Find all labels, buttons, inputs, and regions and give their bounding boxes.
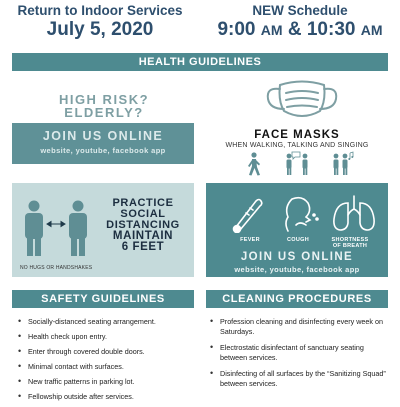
social-distancing-icon bbox=[20, 198, 92, 258]
join-online-title-2: JOIN US ONLINE bbox=[240, 251, 354, 263]
symptom-breath-line2: OF BREATH bbox=[332, 243, 368, 249]
return-heading: Return to Indoor Services bbox=[17, 3, 183, 18]
symptom-cough: COUGH bbox=[287, 237, 309, 243]
face-mask-icon bbox=[262, 77, 342, 121]
join-online-title: JOIN US ONLINE bbox=[42, 129, 164, 143]
social-distancing-text bbox=[98, 198, 188, 253]
symptom-fever: FEVER bbox=[240, 237, 260, 243]
cleaning-procedures-list bbox=[210, 317, 392, 395]
walking-person-icon bbox=[248, 152, 260, 175]
activity-icons bbox=[206, 150, 388, 178]
distancing-line2: SOCIAL bbox=[120, 208, 166, 220]
high-risk-line2: ELDERLY? bbox=[64, 105, 144, 120]
list-item: • Health check upon entry. bbox=[18, 332, 196, 342]
singing-people-icon bbox=[334, 152, 354, 175]
cleaning-procedures-title: CLEANING PROCEDURES bbox=[206, 290, 388, 308]
distancing-line1: PRACTICE bbox=[112, 197, 174, 209]
join-online-box-2 bbox=[206, 251, 388, 274]
list-item: • Fellowship outside after services. bbox=[18, 392, 196, 402]
join-online-channels-2: website, youtube, facebook app bbox=[234, 265, 360, 274]
lungs-icon bbox=[334, 196, 374, 230]
return-date: July 5, 2020 bbox=[46, 19, 154, 40]
symptom-shortness-of-breath bbox=[324, 237, 376, 249]
list-item: • Electrostatic disinfectant of sanctuary seating between services. bbox=[210, 343, 392, 362]
list-item: • New traffic patterns in parking lot. bbox=[18, 377, 196, 387]
thermometer-icon bbox=[234, 200, 262, 233]
symptom-labels bbox=[206, 237, 388, 251]
face-masks-title: FACE MASKS bbox=[254, 129, 340, 141]
join-online-box bbox=[12, 123, 194, 164]
health-guidelines-title: HEALTH GUIDELINES bbox=[12, 53, 388, 71]
time-second: 10:30 bbox=[306, 19, 356, 40]
list-item: • Enter through covered double doors. bbox=[18, 347, 196, 357]
time-second-ampm: AM bbox=[360, 22, 383, 38]
time-first-ampm: AM bbox=[260, 22, 283, 38]
symptom-breath-line1: SHORTNESS bbox=[331, 237, 369, 243]
distancing-line4: MAINTAIN bbox=[112, 230, 174, 242]
symptom-icons bbox=[226, 193, 376, 233]
join-online-channels: website, youtube, facebook app bbox=[40, 146, 166, 155]
list-item: • Profession cleaning and disinfecting every week on Saturdays. bbox=[210, 317, 392, 336]
no-hugs-note: NO HUGS OR HANDSHAKES bbox=[20, 265, 93, 271]
safety-guidelines-title: SAFETY GUIDELINES bbox=[12, 290, 194, 308]
list-item: • Minimal contact with surfaces. bbox=[18, 362, 196, 372]
distancing-line3: DISTANCING bbox=[106, 219, 180, 231]
distancing-line5: 6 FEET bbox=[121, 241, 165, 253]
time-separator: & bbox=[287, 19, 302, 40]
time-first: 9:00 bbox=[217, 19, 256, 40]
header-right bbox=[200, 0, 400, 41]
schedule-times bbox=[200, 19, 400, 41]
high-risk-text bbox=[20, 93, 188, 119]
safety-guidelines-list bbox=[18, 317, 196, 407]
list-item: • Socially-distanced seating arrangement. bbox=[18, 317, 196, 327]
high-risk-line1: HIGH RISK? bbox=[58, 92, 150, 107]
header-left bbox=[0, 0, 200, 41]
cough-icon bbox=[286, 198, 318, 231]
face-masks-subtitle: WHEN WALKING, TALKING AND SINGING bbox=[225, 142, 369, 149]
talking-people-icon bbox=[287, 152, 308, 175]
list-item: • Disinfecting of all surfaces by the “Sanitizing Squad” between services. bbox=[210, 369, 392, 388]
schedule-heading: NEW Schedule bbox=[252, 3, 348, 18]
